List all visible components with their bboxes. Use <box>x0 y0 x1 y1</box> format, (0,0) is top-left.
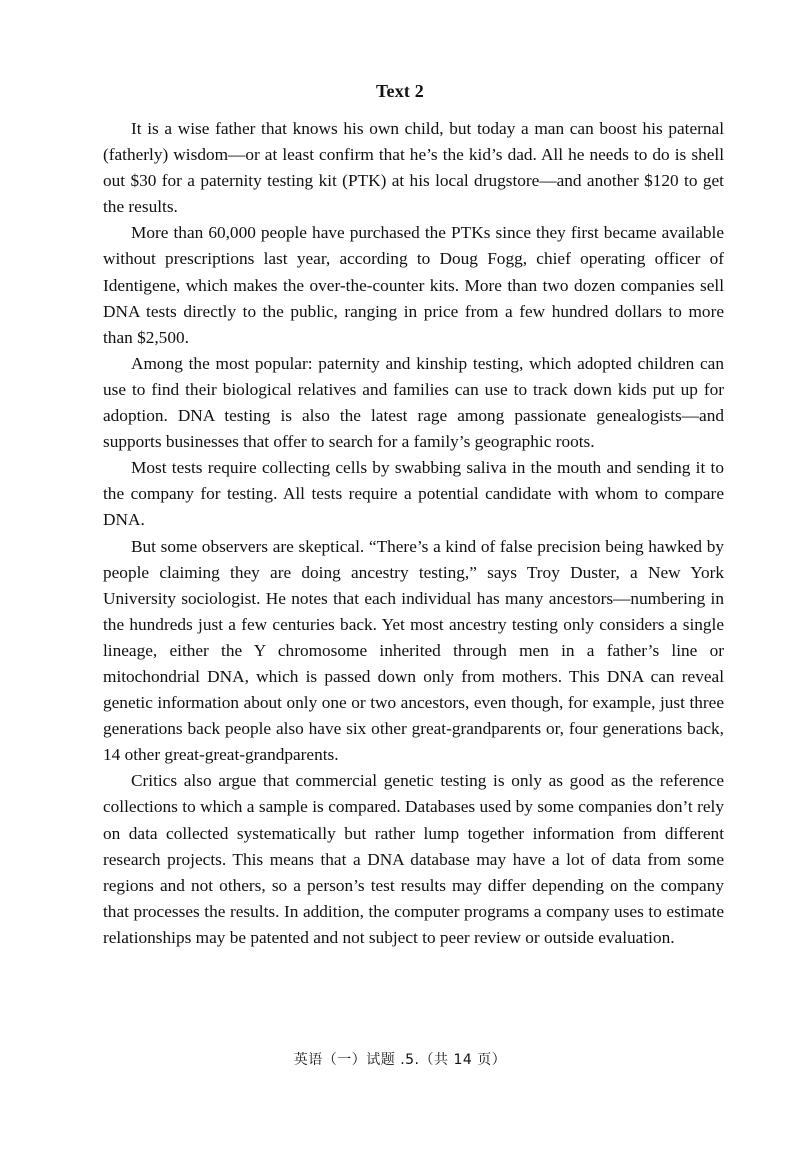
paragraph-4: Most tests require collecting cells by swabbing saliva in the mouth and sending it to the company for testing. All tests require a potential candidate with whom to compare DNA. <box>103 458 724 530</box>
paragraph-6: Critics also argue that commercial genetic testing is only as good as the reference collections to which a sample is compared. Databases used by some companies don’t rely on data collected systematically but rather lump together information from different research projects. This means that a DNA database may have a lot of data from some regions and not others, so a person’s test results may differ depending on the company that processes the results. In addition, the computer programs a company uses to estimate relationships may be patented and not subject to peer review or outside evaluation. <box>103 771 724 947</box>
passage-body <box>103 116 724 951</box>
paragraph-2: More than 60,000 people have purchased the PTKs since they first became available without prescriptions last year, according to Doug Fogg, chief operating officer of Identigene, which makes the over-the-counter kits. More than two dozen companies sell DNA tests directly to the public, ranging in price from a few hundred dollars to more than $2,500. <box>103 223 724 347</box>
section-title: Text 2 <box>375 81 425 101</box>
paragraph-3: Among the most popular: paternity and kinship testing, which adopted children can use to find their biological relatives and families can use to track down kids put up for adoption. DNA testing is also the latest rage among passionate genealogists—and supports businesses that offer to search for a family’s geographic roots. <box>103 353 724 452</box>
paragraph-5: But some observers are skeptical. “There’s a kind of false precision being hawked by people claiming they are doing ancestry testing,” says Troy Duster, a New York University sociologist. He notes that each individual has many ancestors—numbering in the hundreds just a few centuries back. Yet most ancestry testing only considers a single lineage, either the Y chromosome inherited through men in a father’s line or mitochondrial DNA, which is passed down only from mothers. This DNA can reveal genetic information about only one or two ancestors, even though, for example, just three generations back people also have six other great-grandparents or, four generations back, 14 other great-great-grandparents. <box>103 536 724 765</box>
page-footer: 英语（一）试题 .5.（共 14 页） <box>293 1052 507 1068</box>
paragraph-1: It is a wise father that knows his own child, but today a man can boost his paternal (fatherly) wisdom—or at least confirm that he’s the kid’s dad. All he needs to do is shell out $30 for a paternity testing kit (PTK) at his local drugstore—and another $120 to get the results. <box>103 119 724 217</box>
